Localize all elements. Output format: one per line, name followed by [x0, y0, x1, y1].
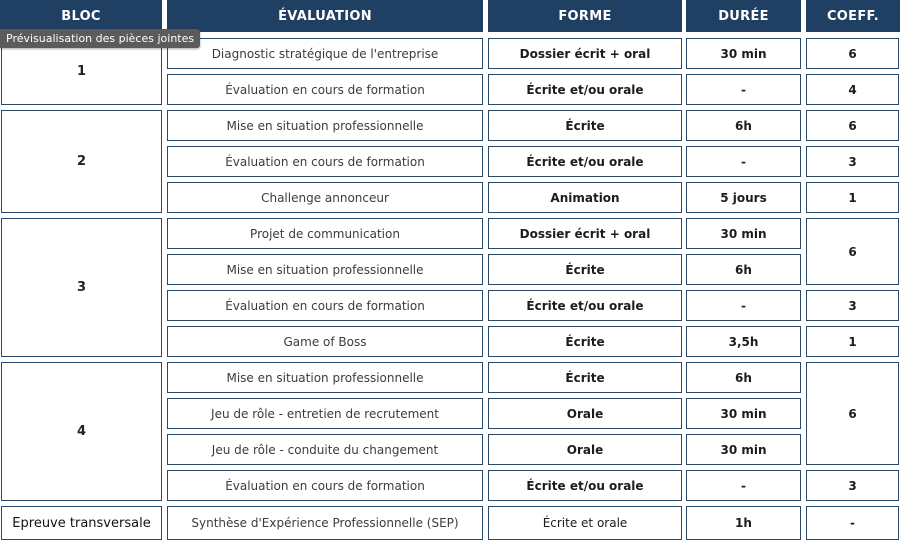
forme-cell: Écrite: [488, 326, 682, 357]
evaluation-cell: Mise en situation professionnelle: [167, 254, 483, 285]
evaluation-cell: Évaluation en cours de formation: [167, 470, 483, 501]
duree-cell: 6h: [686, 362, 801, 393]
header-evaluation: ÉVALUATION: [167, 0, 483, 32]
duree-cell: 6h: [686, 254, 801, 285]
forme-cell: Dossier écrit + oral: [488, 38, 682, 69]
coeff-cell: -: [806, 506, 899, 540]
forme-cell: Écrite et/ou orale: [488, 74, 682, 105]
duree-cell: -: [686, 470, 801, 501]
duree-cell: 3,5h: [686, 326, 801, 357]
forme-cell: Écrite et orale: [488, 506, 682, 540]
duree-cell: 5 jours: [686, 182, 801, 213]
coeff-cell-merged: 6: [806, 362, 899, 465]
evaluation-cell: Game of Boss: [167, 326, 483, 357]
duree-cell: 30 min: [686, 434, 801, 465]
evaluation-cell: Mise en situation professionnelle: [167, 110, 483, 141]
evaluation-cell: Projet de communication: [167, 218, 483, 249]
evaluation-cell: Évaluation en cours de formation: [167, 290, 483, 321]
forme-cell: Écrite et/ou orale: [488, 146, 682, 177]
bloc-cell-4: 4: [1, 362, 162, 501]
duree-cell: 30 min: [686, 38, 801, 69]
bloc-cell-1: 1: [1, 38, 162, 105]
forme-cell: Écrite: [488, 110, 682, 141]
duree-cell: -: [686, 146, 801, 177]
forme-cell: Orale: [488, 398, 682, 429]
attachments-preview-tooltip: Prévisualisation des pièces jointes: [0, 29, 200, 48]
coeff-cell: 6: [806, 38, 899, 69]
coeff-cell: 3: [806, 146, 899, 177]
coeff-cell: 1: [806, 326, 899, 357]
forme-cell: Écrite et/ou orale: [488, 290, 682, 321]
evaluation-cell: Évaluation en cours de formation: [167, 74, 483, 105]
coeff-cell: 3: [806, 290, 899, 321]
duree-cell: 30 min: [686, 398, 801, 429]
duree-cell: 1h: [686, 506, 801, 540]
coeff-cell-merged: 6: [806, 218, 899, 285]
forme-cell: Écrite: [488, 254, 682, 285]
evaluation-cell: Synthèse d'Expérience Professionnelle (SEP): [167, 506, 483, 540]
evaluation-cell: Mise en situation professionnelle: [167, 362, 483, 393]
duree-cell: -: [686, 74, 801, 105]
header-coeff: COEFF.: [806, 0, 900, 32]
bloc-cell-transversale: Epreuve transversale: [1, 506, 162, 540]
coeff-cell: 4: [806, 74, 899, 105]
header-duree: DURÉE: [686, 0, 801, 32]
forme-cell: Animation: [488, 182, 682, 213]
bloc-cell-2: 2: [1, 110, 162, 213]
duree-cell: 6h: [686, 110, 801, 141]
evaluation-cell: Évaluation en cours de formation: [167, 146, 483, 177]
forme-cell: Dossier écrit + oral: [488, 218, 682, 249]
coeff-cell: 1: [806, 182, 899, 213]
evaluation-cell: Jeu de rôle - conduite du changement: [167, 434, 483, 465]
bloc-cell-3: 3: [1, 218, 162, 357]
coeff-cell: 3: [806, 470, 899, 501]
evaluation-cell: Jeu de rôle - entretien de recrutement: [167, 398, 483, 429]
duree-cell: -: [686, 290, 801, 321]
forme-cell: Écrite: [488, 362, 682, 393]
header-forme: FORME: [488, 0, 682, 32]
duree-cell: 30 min: [686, 218, 801, 249]
coeff-cell: 6: [806, 110, 899, 141]
forme-cell: Écrite et/ou orale: [488, 470, 682, 501]
forme-cell: Orale: [488, 434, 682, 465]
evaluation-cell: Challenge annonceur: [167, 182, 483, 213]
header-bloc: BLOC: [0, 0, 162, 32]
evaluation-cell: Diagnostic stratégique de l'entreprise: [167, 38, 483, 69]
